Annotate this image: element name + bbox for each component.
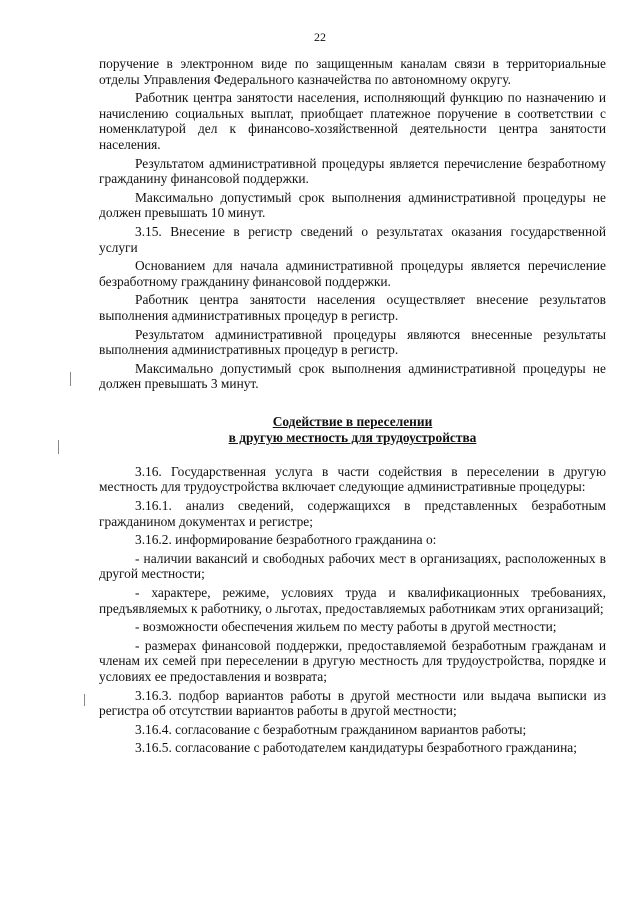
section-heading [99,414,606,446]
paragraph: - наличии вакансий и свободных рабочих мест в организациях, расположенных в другой местности; [99,550,606,582]
paragraph: Работник центра занятости населения осуществляет внесение результатов выполнения административных процедур в регистр. [99,292,606,323]
page-number: 22 [314,30,326,44]
document-body [99,56,606,756]
paragraph: поручение в электронном виде по защищенным каналам связи в территориальные отделы Управления Федерального казначейства по автономному округу. [99,56,606,87]
top-section [99,56,606,392]
paragraph: - возможности обеспечения жильем по месту работы в другой местности; [135,619,557,635]
scan-margin-mark [58,440,59,454]
scan-margin-mark [70,372,71,386]
section-heading-line-1: Содействие в переселении [272,413,433,429]
section-heading-line-2: в другую местность для трудоустройства [228,429,477,445]
paragraph: Основанием для начала административной процедуры является перечисление безработному гражданину финансовой поддержки. [99,258,606,289]
paragraph: 3.16.5. согласование с работодателем кандидатуры безработного гражданина; [135,740,577,756]
paragraph: 3.16.3. подбор вариантов работы в другой местности или выдача выписки из регистра об отсутствии вариантов работы в другой местности; [99,687,606,719]
paragraph: Максимально допустимый срок выполнения административной процедуры не должен превышать 10 минут. [99,189,606,221]
paragraph: 3.15. Внесение в регистр сведений о результатах оказания государственной услуги [99,223,606,255]
paragraph: Результатом административной процедуры является перечисление безработному гражданину финансовой поддержки. [99,155,606,187]
paragraph: Результатом административной процедуры являются внесенные результаты выполнения административных процедур в регистр. [99,326,606,358]
paragraph: - размерах финансовой поддержки, предоставляемой безработным гражданам и членам их семей при переселении в другую местность для трудоустройства, порядке и условиях ее предоставления и возврата; [99,637,606,684]
paragraph: Работник центра занятости населения, исполняющий функцию по назначению и начислению социальных выплат, приобщает платежное поручение в соответствии с номенклатурой дел к финансово-хозяйственной деятельности центра занятости населения. [99,90,606,152]
paragraph: 3.16.1. анализ сведений, содержащихся в представленных безработным гражданином документах и регистре; [99,498,606,529]
paragraph: Максимально допустимый срок выполнения административной процедуры не должен превышать 3 минут. [99,360,606,392]
paragraph: 3.16.2. информирование безработного гражданина о: [135,532,437,548]
paragraph: - характере, режиме, условиях труда и квалификационных требованиях, предъявляемых к работнику, о льготах, предоставляемых работникам этих организаций; [99,585,606,616]
scan-margin-mark [84,694,85,706]
paragraph: 3.16.4. согласование с безработным гражданином вариантов работы; [135,721,527,737]
bottom-section [99,464,606,756]
paragraph: 3.16. Государственная услуга в части содействия в переселении в другую местность для трудоустройства включает следующие административные процедуры: [99,463,606,495]
